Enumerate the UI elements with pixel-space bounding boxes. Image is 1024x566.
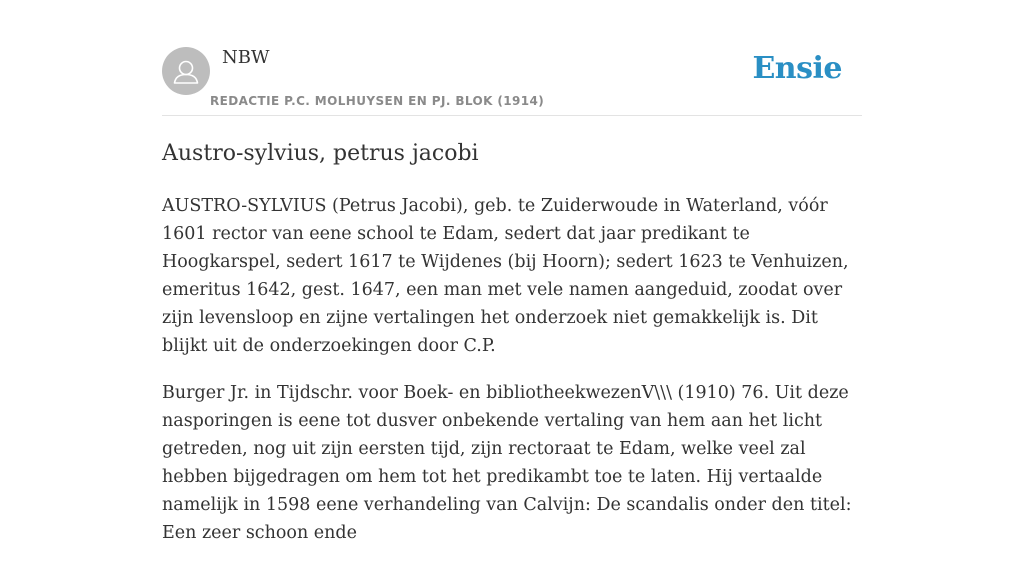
avatar[interactable] <box>162 47 210 95</box>
source-name[interactable]: NBW <box>222 47 270 68</box>
article-title: Austro-sylvius, petrus jacobi <box>162 141 479 166</box>
ensie-logo[interactable]: Ensie <box>752 51 842 86</box>
content-container <box>162 0 862 543</box>
article-paragraph: Burger Jr. in Tijdschr. voor Boek- en bibliotheekwezenV\\\ (1910) 76. Uit deze nasporingen is eene tot dusver onbekende vertaling van hem aan het licht getreden, nog uit zijn eersten tijd, zijn rectoraat te Edam, welke veel zal hebben bijgedragen om hem tot het predikambt toe te laten. Hij vertaalde namelijk in 1598 eene verhandeling van Calvijn: De scandalis onder den titel: Een zeer schoon ende <box>162 383 852 543</box>
header <box>162 0 862 116</box>
article-paragraph: AUSTRO-SYLVIUS (Petrus Jacobi), geb. te Zuiderwoude in Waterland, vóór 1601 rector van eene school te Edam, sedert dat jaar predikant te Hoogkarspel, sedert 1617 te Wijdenes (bij Hoorn); sedert 1623 te Venhuizen, emeritus 1642, gest. 1647, een man met vele namen aangeduid, zoodat over zijn levensloop en zijne vertalingen het onderzoek niet gemakkelijk is. Dit blijkt uit de onderzoekingen door C.P. <box>162 196 849 356</box>
article-body <box>162 192 862 566</box>
source-subtitle: REDACTIE P.C. MOLHUYSEN EN PJ. BLOK (1914) <box>210 94 545 108</box>
user-silhouette-icon <box>162 47 210 95</box>
